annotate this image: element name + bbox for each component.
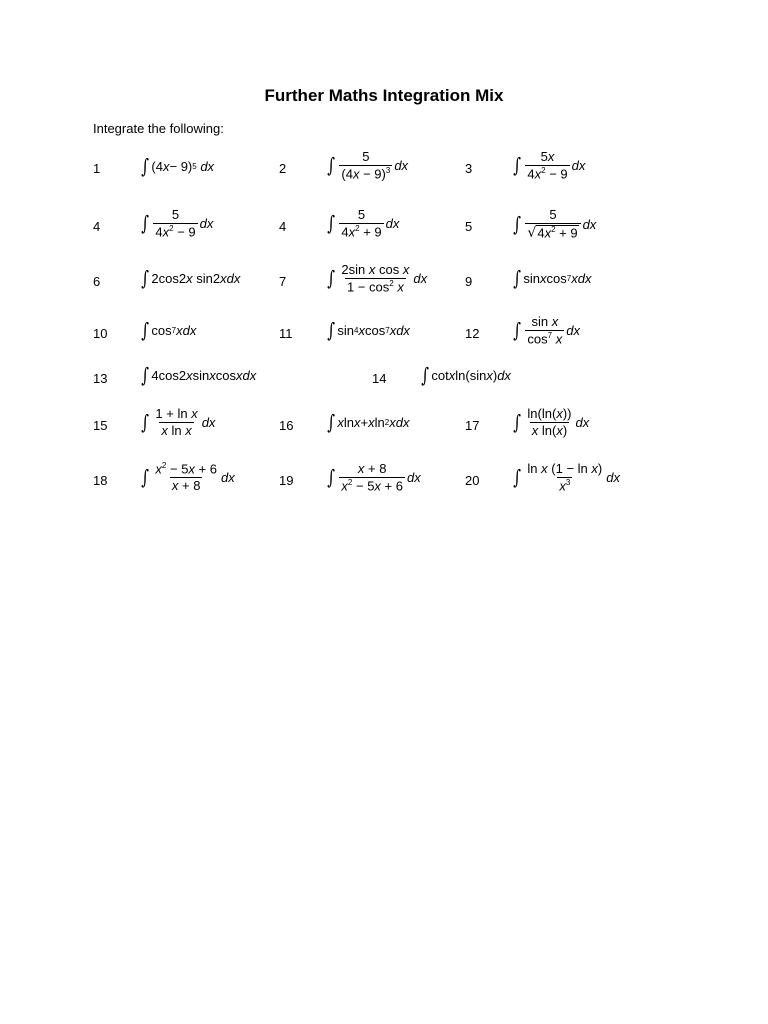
question-number: 13 xyxy=(93,371,108,386)
question-number: 6 xyxy=(93,274,101,289)
question-expression: ∫ $\frac{x + 8}{x^2 - 5x + 6}$ dx xyxy=(327,461,421,493)
question-expression: ∫ cot x ln(sin x ) dx xyxy=(421,363,511,387)
question-expression: ∫ $\frac{\text{2sin x cos x}}{1 - \cos^2 x}$ dx xyxy=(327,262,428,294)
question-number: 9 xyxy=(465,274,473,289)
question-expression: ∫ $\frac{\text{1 + ln x}}{\text{x ln x}}$ dx xyxy=(141,406,216,438)
question-expression: ∫ 4cos2 x sin x cos xdx xyxy=(141,363,257,387)
question-number: 4 xyxy=(93,219,101,234)
question-number: 1 xyxy=(93,161,101,176)
question-number: 17 xyxy=(465,418,480,433)
question-expression: ∫ $\frac{\ln(\ln(x))}{\text{x ln(x)}}$ dx xyxy=(513,406,590,438)
question-expression: ∫ cos 7 x dx xyxy=(141,318,197,342)
question-number: 18 xyxy=(93,473,108,488)
question-expression: ∫ $\frac{5x}{4x^2 - 9}$ dx xyxy=(513,149,586,181)
question-number: 12 xyxy=(465,326,480,341)
question-expression: ∫ $\frac{5}{(4x - 9)^3}$ dx xyxy=(327,149,409,181)
question-number: 10 xyxy=(93,326,108,341)
question-expression: ∫ $\frac{x^2 - 5x + 6}{x + 8}$ dx xyxy=(141,461,235,493)
question-number: 14 xyxy=(372,371,387,386)
question-number: 20 xyxy=(465,473,480,488)
question-number: 11 xyxy=(279,326,293,341)
page-title: Further Maths Integration Mix xyxy=(264,86,504,105)
question-number: 16 xyxy=(279,418,294,433)
question-expression: ∫ (4 x − 9) 5 dx xyxy=(141,154,215,178)
instruction-text: Integrate the following: xyxy=(93,121,224,136)
question-expression: ∫ x ln x + x ln 2 x dx xyxy=(327,410,410,434)
question-expression: ∫ $\frac{5}{4x^2 - 9}$ dx xyxy=(141,207,214,239)
question-number: 4 xyxy=(279,219,287,234)
question-number: 7 xyxy=(279,274,287,289)
question-expression: ∫ $\frac{5}{4x^2 + 9}$ dx xyxy=(327,207,400,239)
question-expression: ∫ 2cos2 x sin2 xdx xyxy=(141,266,241,290)
question-expression: ∫ 5 √ $4x^2 + 9$ dx xyxy=(513,207,597,242)
question-number: 3 xyxy=(465,161,473,176)
question-number: 19 xyxy=(279,473,294,488)
question-number: 2 xyxy=(279,161,287,176)
question-expression: ∫ sin 4 x cos 7 x dx xyxy=(327,318,410,342)
question-number: 15 xyxy=(93,418,108,433)
question-expression: ∫ sin x cos 7 x dx xyxy=(513,266,592,290)
question-expression: ∫ $\frac{\text{ln x (1 − ln x)}}{x^3}$ dx xyxy=(513,461,620,493)
question-expression: ∫ $\frac{\text{sin x}}{\cos^7 x}$ dx xyxy=(513,314,580,346)
question-number: 5 xyxy=(465,219,473,234)
